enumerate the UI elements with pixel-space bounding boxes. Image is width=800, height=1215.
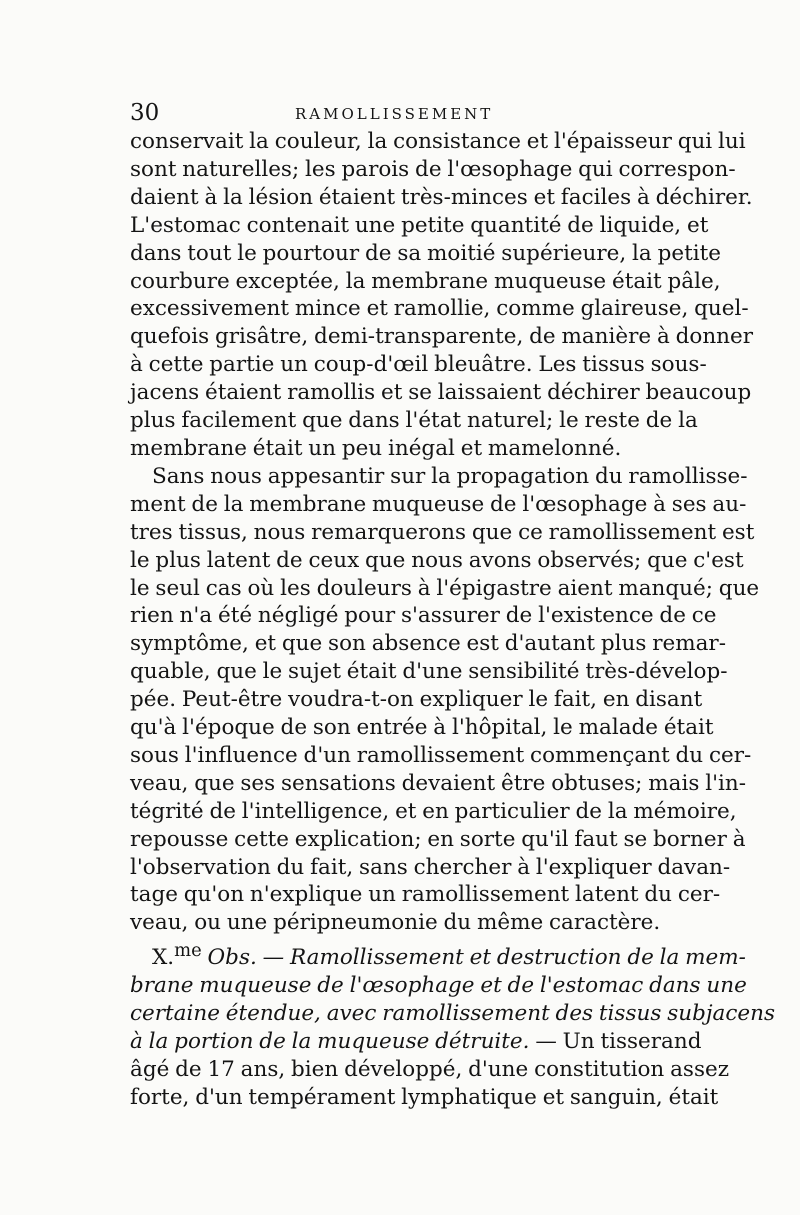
text-line: jacens étaient ramollis et se laissaient déchirer beaucoup: [130, 380, 752, 406]
text-line: sous l'influence d'un ramollissement commençant du cer-: [130, 742, 752, 768]
text-line: symptôme, et que son absence est d'autant plus remar-: [130, 631, 726, 657]
observation-title-end-line: [130, 1028, 702, 1056]
observation-number-superscript: me: [174, 940, 202, 962]
page-number: 30: [130, 100, 160, 126]
observation-text-start: — Un tisserand: [529, 1029, 702, 1055]
observation-title-start: Obs. — Ramollissement et destruction de la mem-: [201, 945, 746, 971]
text-line: L'estomac contenait une petite quantité de liquide, et: [130, 212, 709, 238]
text-line: tres tissus, nous remarquerons que ce ramollissement est: [130, 519, 755, 545]
text-line: quable, que le sujet était d'une sensibilité très-dévelop-: [130, 659, 728, 685]
observation-heading-line: [130, 937, 746, 972]
text-line: dans tout le pourtour de sa moitié supérieure, la petite: [130, 240, 721, 266]
text-line: ment de la membrane muqueuse de l'œsophage à ses au-: [130, 491, 747, 517]
text-line: l'observation du fait, sans chercher à l'expliquer davan-: [130, 854, 731, 880]
text-line: forte, d'un tempérament lymphatique et sanguin, était: [130, 1084, 719, 1110]
text-line: courbure exceptée, la membrane muqueuse était pâle,: [130, 268, 721, 294]
text-line: repousse cette explication; en sorte qu'il faut se borner à: [130, 826, 746, 852]
paragraph-first-line: Sans nous appesantir sur la propagation du ramollisse-: [152, 463, 748, 489]
text-line: veau, ou une péripneumonie du même caractère.: [130, 910, 661, 936]
text-line: à cette partie un coup-d'œil bleuâtre. Les tissus sous-: [130, 352, 707, 378]
text-line: tage qu'on n'explique un ramollissement latent du cer-: [130, 882, 721, 908]
text-line: rien n'a été négligé pour s'assurer de l'existence de ce: [130, 603, 717, 629]
running-head: RAMOLLISSEMENT: [295, 105, 494, 123]
text-line: âgé de 17 ans, bien développé, d'une constitution assez: [130, 1057, 730, 1083]
text-line: daient à la lésion étaient très-minces et faciles à déchirer.: [130, 184, 753, 210]
text-line: conservait la couleur, la consistance et l'épaisseur qui lui: [130, 129, 746, 154]
text-line: tégrité de l'intelligence, et en particulier de la mémoire,: [130, 798, 737, 824]
text-line: le plus latent de ceux que nous avons observés; que c'est: [130, 547, 744, 573]
text-line: qu'à l'époque de son entrée à l'hôpital, le malade était: [130, 715, 714, 741]
observation-title-end: à la portion de la muqueuse détruite.: [130, 1029, 530, 1055]
text-line: veau, que ses sensations devaient être obtuses; mais l'in-: [130, 770, 746, 796]
text-line: excessivement mince et ramollie, comme glaireuse, quel-: [130, 296, 749, 322]
text-line: sont naturelles; les parois de l'œsophage qui correspon-: [130, 156, 736, 182]
text-line: pée. Peut-être voudra-t-on expliquer le fait, en disant: [130, 687, 703, 713]
text-line: quefois grisâtre, demi-transparente, de manière à donner: [130, 324, 754, 350]
observation-title-line: brane muqueuse de l'œsophage et de l'estomac dans une: [130, 973, 747, 999]
observation-title-line: certaine étendue, avec ramollissement des tissus subjacens: [130, 1001, 775, 1027]
text-line: plus facilement que dans l'état naturel; le reste de la: [130, 408, 698, 434]
body-text: [130, 128, 775, 1112]
page-header: [130, 100, 670, 126]
text-line: membrane était un peu inégal et mamelonné.: [130, 435, 622, 461]
text-line: le seul cas où les douleurs à l'épigastre aient manqué; que: [130, 575, 760, 601]
observation-number: X.: [152, 945, 175, 971]
